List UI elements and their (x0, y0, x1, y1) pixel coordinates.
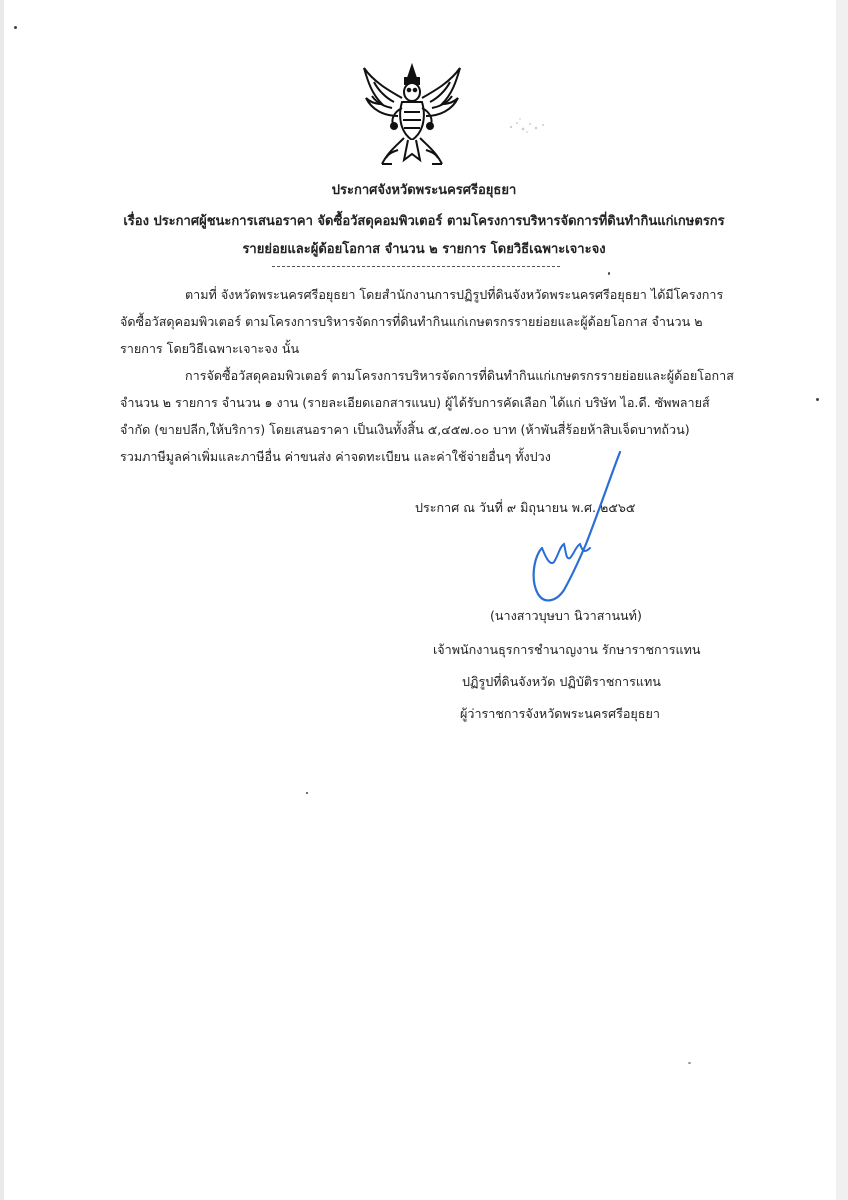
garuda-emblem-icon (358, 60, 466, 170)
scan-speck (14, 26, 17, 29)
scan-speck (688, 1062, 691, 1064)
signatory-title-1: เจ้าพนักงานธุรการชำนาญงาน รักษาราชการแทน (433, 642, 701, 657)
paragraph-2-line-2: จำนวน ๒ รายการ จำนวน ๑ งาน (รายละเอียดเอกสารแนบ) ผู้ได้รับการคัดเลือก ได้แก่ บริษัท ไอ.ดี. ซัพพลายส์ (120, 395, 710, 410)
paragraph-2-line-1: การจัดซื้อวัสดุคอมพิวเตอร์ ตามโครงการบริหารจัดการที่ดินทำกินแก่เกษตรกรรายย่อยและผู้ด้อยโอกาส (185, 368, 734, 383)
announcement-date: ประกาศ ณ วันที่ ๙ มิถุนายน พ.ศ. ๒๕๖๕ (415, 500, 636, 515)
announcement-heading: ประกาศจังหวัดพระนครศรีอยุธยา (331, 183, 517, 198)
scan-speck (816, 398, 819, 401)
signatory-title-3: ผู้ว่าราชการจังหวัดพระนครศรีอยุธยา (460, 706, 660, 721)
paragraph-2-line-3: จำกัด (ขายปลีก,ให้บริการ) โดยเสนอราคา เป็นเงินทั้งสิ้น ๕,๔๕๗.๐๐ บาท (ห้าพันสี่ร้อยห้าสิบเจ็ดบาทถ้วน) (120, 422, 690, 437)
scan-smudge (505, 115, 550, 137)
scan-speck (306, 792, 308, 794)
signatory-name: (นางสาวบุษบา นิวาสานนท์) (490, 608, 642, 623)
paragraph-1-line-2: จัดซื้อวัสดุคอมพิวเตอร์ ตามโครงการบริหารจัดการที่ดินทำกินแก่เกษตรกรรายย่อยและผู้ด้อยโอกาส จำนวน ๒ (120, 314, 703, 329)
handwritten-signature (520, 448, 630, 608)
paragraph-1-line-1: ตามที่ จังหวัดพระนครศรีอยุธยา โดยสำนักงานการปฏิรูปที่ดินจังหวัดพระนครศรีอยุธยา ได้มีโครงการ (185, 287, 724, 302)
paragraph-1-line-3: รายการ โดยวิธีเฉพาะเจาะจง นั้น (120, 341, 300, 356)
scan-speck (608, 272, 610, 275)
subject-line-2: รายย่อยและผู้ด้อยโอกาส จำนวน ๒ รายการ โดยวิธีเฉพาะเจาะจง (242, 242, 606, 257)
dashed-divider (272, 266, 560, 267)
subject-line-1: เรื่อง ประกาศผู้ชนะการเสนอราคา จัดซื้อวัสดุคอมพิวเตอร์ ตามโครงการบริหารจัดการที่ดินทำกินแก่เกษตรกร (123, 214, 725, 229)
signatory-title-2: ปฏิรูปที่ดินจังหวัด ปฏิบัติราชการแทน (462, 674, 661, 689)
paragraph-2-line-4: รวมภาษีมูลค่าเพิ่มและภาษีอื่น ค่าขนส่ง ค่าจดทะเบียน และค่าใช้จ่ายอื่นๆ ทั้งปวง (120, 449, 551, 464)
